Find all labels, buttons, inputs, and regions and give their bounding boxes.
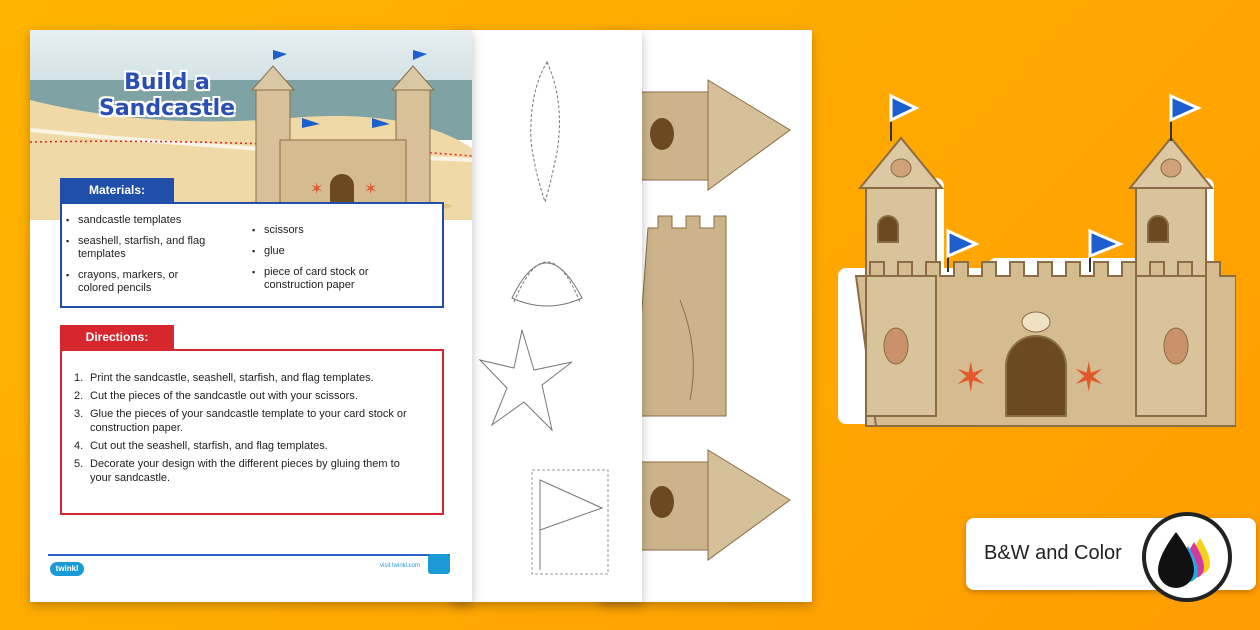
direction-step: 3. Glue the pieces of your sandcastle template to your card stock or construction paper. — [74, 408, 407, 434]
materials-item: ▪ seashell, starfish, and flag templates — [66, 235, 216, 261]
wall-piece — [634, 216, 726, 416]
direction-step: 1. Print the sandcastle, seashell, starfish, and flag templates. — [74, 372, 374, 384]
svg-text:✶: ✶ — [310, 181, 324, 198]
materials-item: ▪ piece of card stock or construction paper — [252, 266, 412, 292]
turret-piece-top — [640, 80, 790, 190]
ink-drops-icon — [1142, 512, 1232, 602]
spiral-shell-outline — [531, 62, 560, 202]
directions-heading: Directions: — [60, 325, 174, 349]
materials-item: ▪ crayons, markers, or colored pencils — [66, 269, 216, 295]
color-options-label: B&W and Color — [984, 542, 1122, 564]
materials-item: ▪ scissors — [252, 224, 412, 237]
snail-shell-icon — [891, 159, 911, 177]
turret-piece-bottom — [640, 450, 790, 560]
direction-step: 2. Cut the pieces of the sandcastle out with your scissors. — [74, 390, 358, 402]
bw-templates-art — [452, 30, 642, 602]
starfish-icon: ✶ — [954, 356, 988, 400]
snail-shell-icon — [1161, 159, 1181, 177]
scallop-shell-outline — [512, 262, 582, 306]
starfish-outline — [480, 330, 572, 430]
sandcastle-illustration — [836, 86, 1236, 436]
twinkl-logo: twinkl — [50, 562, 84, 576]
directions-box — [60, 349, 444, 515]
site-url: visit twinkl.com — [380, 563, 421, 569]
conch-icon — [1164, 328, 1188, 364]
materials-item: ▪ sandcastle templates — [66, 214, 216, 227]
direction-step: 5. Decorate your design with the different pieces by gluing them to your sandcastle. — [74, 458, 400, 484]
directions-list — [74, 371, 424, 489]
direction-step: 4. Cut out the seashell, starfish, and flag templates. — [74, 440, 328, 452]
materials-list-left — [66, 214, 216, 303]
materials-heading: Materials: — [60, 178, 174, 202]
instructions-sheet — [30, 30, 472, 602]
footer-rule — [48, 554, 450, 556]
bw-templates-sheet — [452, 30, 642, 602]
materials-list-right — [252, 224, 412, 300]
flag-outline — [532, 470, 608, 574]
svg-text:✶: ✶ — [364, 181, 378, 198]
conch-icon — [884, 328, 908, 364]
materials-item: ▪ glue — [252, 245, 412, 258]
starfish-icon: ✶ — [1072, 356, 1106, 400]
ink-drops-art — [1146, 516, 1228, 598]
twinkl-badge-icon — [428, 554, 450, 574]
page-title: Build a Sandcastle — [98, 70, 236, 121]
scallop-icon — [1022, 312, 1050, 332]
materials-box — [60, 202, 444, 308]
